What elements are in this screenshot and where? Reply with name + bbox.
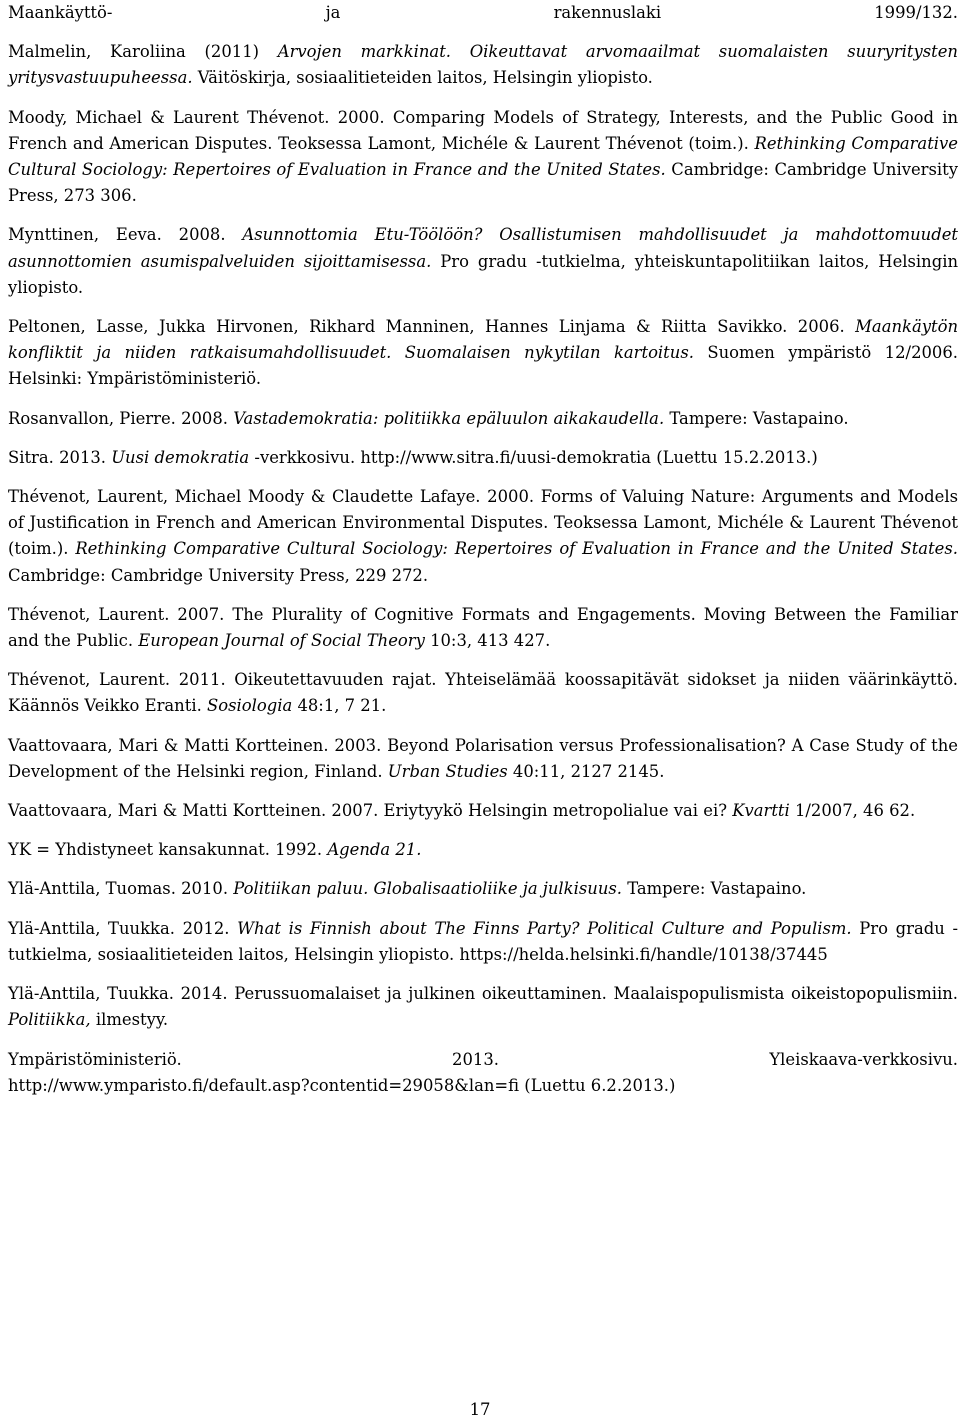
reference-text: 48:1, 7 21.	[292, 696, 387, 716]
page-number: 17	[469, 1400, 491, 1419]
reference-title-italic: What is Finnish about The Finns Party? Political Culture and Populism.	[237, 918, 852, 938]
reference-text: ilmestyy.	[90, 1010, 169, 1030]
reference-text: Moody, Michael & Laurent Thévenot. 2000. Comparing Models of Strategy, Interests, and the Public Good in French and American Disputes. Teoksessa Lamont, Michéle & Laurent Thévenot (toim.).	[8, 107, 958, 153]
reference-entry	[8, 667, 958, 719]
reference-line	[8, 1047, 958, 1073]
reference-text: Tampere: Vastapaino.	[622, 879, 807, 899]
reference-entry	[8, 406, 958, 432]
reference-text: Ylä-Anttila, Tuomas. 2010.	[8, 879, 234, 899]
reference-text: Suomen ympäristö 12/2006. Helsinki: Ympäristöministeriö.	[8, 343, 958, 389]
fragment-part: 1999/132.	[874, 3, 958, 22]
reference-entry	[8, 798, 958, 824]
reference-text: Ylä-Anttila, Tuukka. 2012.	[8, 918, 238, 938]
reference-text: 1/2007, 46 62.	[789, 801, 916, 821]
reference-text: Väitöskirja, sosiaalitieteiden laitos, Helsingin yliopisto.	[192, 68, 653, 88]
reference-fragment-top	[8, 0, 958, 26]
reference-entry	[8, 733, 958, 785]
reference-entry	[8, 39, 958, 91]
reference-entry-ymparistoministerio	[8, 1047, 958, 1099]
reference-entry	[8, 981, 958, 1033]
reference-text: Thévenot, Laurent, Michael Moody & Claudette Lafaye. 2000. Forms of Valuing Nature: Arguments and Models of Justification in French and American Environmental Disputes. Teoksessa Lamont, Michéle & Laurent Thévenot (toim.).	[8, 487, 958, 559]
reference-part: 2013.	[452, 1049, 499, 1069]
reference-text: Malmelin, Karoliina (2011)	[8, 42, 278, 62]
reference-entry	[8, 916, 958, 968]
reference-url-line: http://www.ymparisto.fi/default.asp?contentid=29058&lan=fi (Luettu 6.2.2013.)	[8, 1075, 676, 1095]
reference-text: Cambridge: Cambridge University Press, 273 306.	[8, 160, 959, 206]
fragment-part: ja	[325, 3, 341, 22]
reference-title-italic: Asunnottomia Etu-Töölöön? Osallistumisen mahdollisuudet ja mahdottomuudet asunnottomien asumispalveluiden sijoittamisessa.	[8, 225, 959, 271]
document-page	[8, 0, 958, 1099]
reference-title-italic: Agenda 21.	[327, 840, 422, 860]
fragment-part: Maankäyttö-	[8, 3, 113, 22]
reference-text: 40:11, 2127 2145.	[507, 761, 665, 781]
reference-title-italic: Rethinking Comparative Cultural Sociology: Repertoires of Evaluation in France and the United States.	[8, 133, 958, 180]
reference-text: Cambridge: Cambridge University Press, 229 272.	[8, 565, 429, 585]
reference-entry	[8, 837, 958, 863]
reference-text: Tampere: Vastapaino.	[664, 408, 849, 428]
reference-entry	[8, 105, 958, 210]
fragment-part: rakennuslaki	[553, 3, 662, 22]
reference-text: YK = Yhdistyneet kansakunnat. 1992.	[8, 840, 328, 860]
reference-title-italic: Arvojen markkinat. Oikeuttavat arvomaailmat suomalaisten suuryritysten yritysvastuupuheessa.	[8, 42, 958, 88]
reference-entry	[8, 876, 958, 902]
reference-text: Ylä-Anttila, Tuukka. 2014. Perussuomalaiset ja julkinen oikeuttaminen. Maalaispopulismista oikeistopopulismiin.	[8, 984, 958, 1004]
reference-title-italic: Kvartti	[732, 801, 790, 821]
reference-entry	[8, 445, 958, 471]
reference-text: Vaattovaara, Mari & Matti Kortteinen. 2003. Beyond Polarisation versus Professionalisation? A Case Study of the Development of the Helsinki region, Finland.	[8, 735, 958, 781]
reference-title-italic: Maankäytön konfliktit ja niiden ratkaisumahdollisuudet. Suomalaisen nykytilan kartoitus.	[8, 317, 958, 363]
reference-text: Vaattovaara, Mari & Matti Kortteinen. 2007. Eriytyykö Helsingin metropolialue vai ei?	[8, 801, 733, 821]
reference-entry	[8, 222, 958, 301]
reference-entry	[8, 602, 958, 654]
reference-title-italic: Politiikka,	[8, 1010, 91, 1030]
reference-title-italic: Vastademokratia: politiikka epäluulon aikakaudella.	[233, 408, 665, 428]
reference-title-italic: Urban Studies	[387, 761, 508, 781]
reference-text: -verkkosivu. http://www.sitra.fi/uusi-demokratia (Luettu 15.2.2013.)	[249, 447, 818, 467]
reference-title-italic: Politiikan paluu. Globalisaatioliike ja julkisuus.	[233, 879, 622, 899]
reference-title-italic: Sosiologia	[206, 696, 293, 716]
reference-text: Mynttinen, Eeva. 2008.	[8, 225, 243, 245]
reference-text: Pro gradu -tutkielma, yhteiskuntapolitiikan laitos, Helsingin yliopisto.	[8, 251, 959, 297]
reference-list	[8, 39, 958, 1033]
reference-text: Thévenot, Laurent. 2011. Oikeutettavuuden rajat. Yhteiselämää koossapitävät sidokset ja niiden väärinkäyttö. Käännös Veikko Eranti.	[8, 670, 958, 716]
reference-title-italic: Uusi demokratia	[111, 447, 250, 467]
reference-text: Peltonen, Lasse, Jukka Hirvonen, Rikhard Manninen, Hannes Linjama & Riitta Savikko. 2006.	[8, 317, 856, 337]
reference-title-italic: Rethinking Comparative Cultural Sociology: Repertoires of Evaluation in France and the United States.	[75, 539, 958, 559]
reference-text: 10:3, 413 427.	[424, 631, 551, 651]
reference-text: Sitra. 2013.	[8, 447, 112, 467]
reference-entry	[8, 314, 958, 393]
reference-entry	[8, 484, 958, 589]
reference-part: Yleiskaava-verkkosivu.	[769, 1049, 958, 1069]
reference-title-italic: European Journal of Social Theory	[138, 631, 425, 651]
reference-text: Thévenot, Laurent. 2007. The Plurality of Cognitive Formats and Engagements. Moving Between the Familiar and the Public.	[8, 604, 958, 651]
reference-text: Pro gradu - tutkielma, sosiaalitieteiden laitos, Helsingin yliopisto. https://helda.helsinki.fi/handle/10138/37445	[8, 918, 958, 964]
reference-part: Ympäristöministeriö.	[8, 1049, 182, 1069]
reference-text: Rosanvallon, Pierre. 2008.	[8, 408, 234, 428]
